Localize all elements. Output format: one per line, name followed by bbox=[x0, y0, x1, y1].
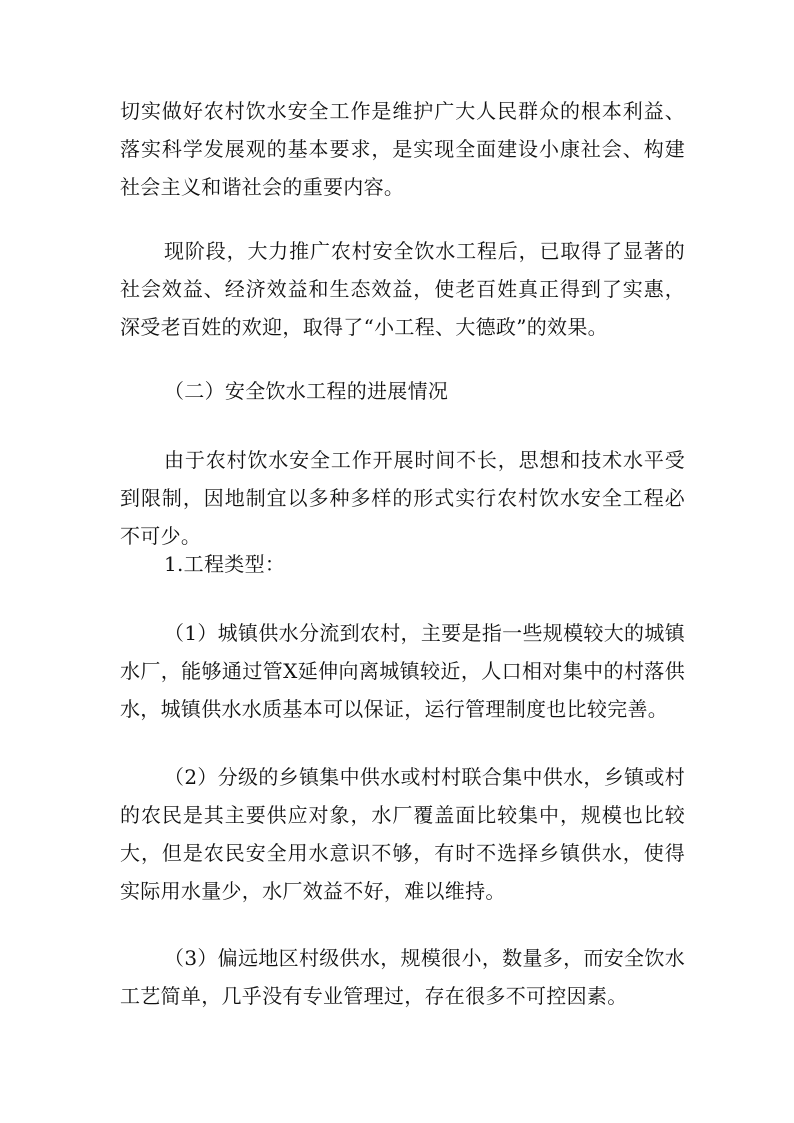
paragraph-current-stage: 现阶段，大力推广农村安全饮水工程后，已取得了显著的社会效益、经济效益和生态效益，使老百姓真正得到了实惠，深受老百姓的欢迎，取得了“小工程、大德政”的效果。 bbox=[120, 239, 685, 339]
list-item-type-3: （3）偏远地区村级供水，规模很小，数量多，而安全饮水工艺简单，几乎没有专业管理过，存在很多不可控因素。 bbox=[120, 946, 685, 1008]
list-item-type-1: （1）城镇供水分流到农村，主要是指一些规模较大的城镇水厂，能够通过管X延伸向离城镇较近，人口相对集中的村落供水，城镇供水水质基本可以保证，运行管理制度也比较完善。 bbox=[120, 621, 685, 721]
paragraph-intro: 切实做好农村饮水安全工作是维护广大人民群众的根本利益、落实科学发展观的基本要求，是实现全面建设小康社会、构建社会主义和谐社会的重要内容。 bbox=[120, 99, 685, 199]
subheading-project-types: 1.工程类型： bbox=[164, 552, 286, 576]
section-heading-progress: （二）安全饮水工程的进展情况 bbox=[164, 379, 449, 403]
list-item-type-2: （2）分级的乡镇集中供水或村村联合集中供水，乡镇或村的农民是其主要供应对象，水厂覆盖面比较集中，规模也比较大，但是农民安全用水意识不够，有时不选择乡镇供水，使得实际用水量少，水厂效益不好，难以维持。 bbox=[120, 765, 685, 903]
paragraph-progress: 由于农村饮水安全工作开展时间不长，思想和技术水平受到限制，因地制宜以多种多样的形式实行农村饮水安全工程必不可少。 bbox=[120, 448, 685, 548]
